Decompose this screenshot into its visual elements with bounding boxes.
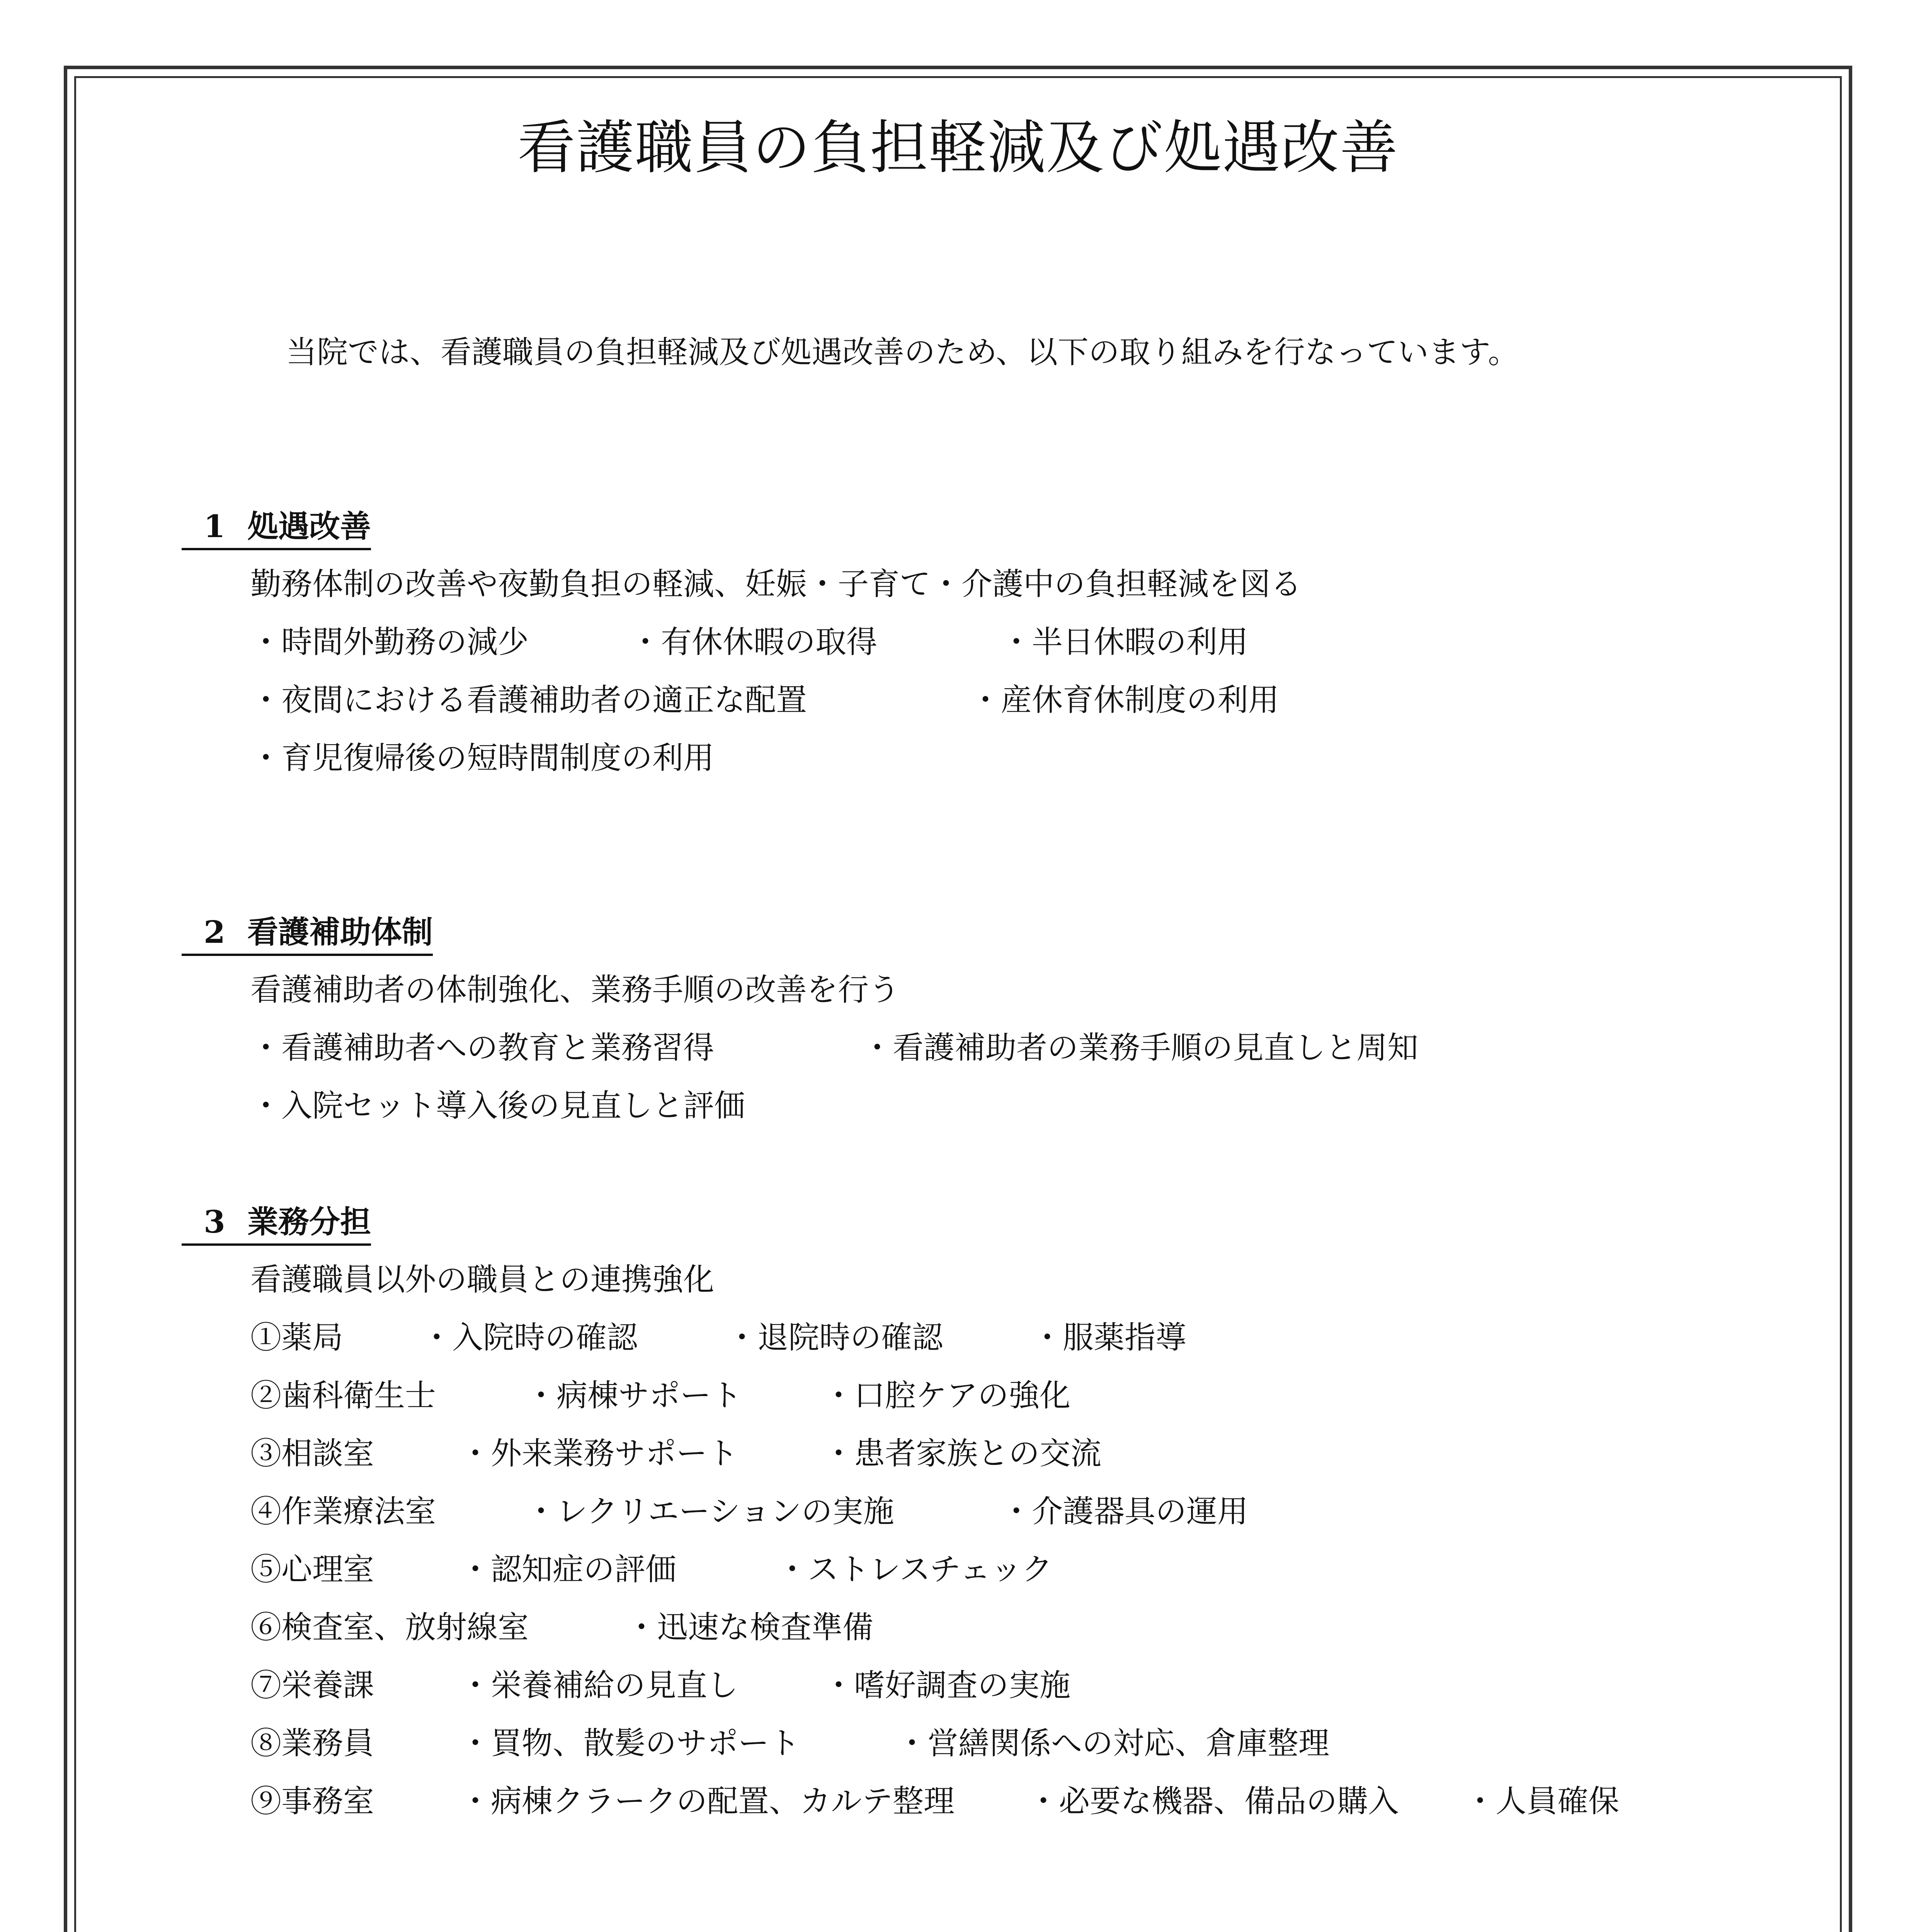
list-item: ・栄養補給の見直し <box>460 1667 738 1703</box>
table-row-label: ④作業療法室 <box>250 1493 436 1529</box>
list-item: ・入院セット導入後の見直しと評価 <box>250 1088 745 1124</box>
section-number: 3 <box>204 1204 225 1240</box>
section-title: 処遇改善 <box>247 508 371 544</box>
table-row-label: ⑨事務室 <box>250 1783 374 1819</box>
section-1-lead: 勤務体制の改善や夜勤負担の軽減、妊娠・子育て・介護中の負担軽減を図る <box>250 566 1302 602</box>
intro-text: 当院では、看護職員の負担軽減及び処遇改善のため、以下の取り組みを行なっています。 <box>286 334 1519 370</box>
section-number: 2 <box>204 914 225 950</box>
list-item: ・営繕関係への対応、倉庫整理 <box>897 1725 1329 1761</box>
list-item: ・買物、散髪のサポート <box>460 1725 800 1761</box>
list-item: ・産休育休制度の利用 <box>970 682 1279 718</box>
table-row-label: ⑦栄養課 <box>250 1667 374 1703</box>
list-item: ・認知症の評価 <box>460 1551 676 1587</box>
list-item: ・育児復帰後の短時間制度の利用 <box>250 740 714 776</box>
section-number: 1 <box>204 508 225 544</box>
list-item: ・看護補助者の業務手順の見直しと周知 <box>862 1030 1418 1066</box>
section-title: 業務分担 <box>247 1204 371 1240</box>
list-item: ・半日休暇の利用 <box>1001 624 1248 660</box>
list-item: ・看護補助者への教育と業務習得 <box>250 1030 714 1066</box>
list-item: ・夜間における看護補助者の適正な配置 <box>250 682 807 718</box>
list-item: ・迅速な検査準備 <box>626 1609 873 1645</box>
page-title: 看護職員の負担軽減及び処遇改善 <box>517 114 1399 182</box>
table-row-label: ③相談室 <box>250 1435 374 1471</box>
table-row-label: ⑤心理室 <box>250 1551 374 1587</box>
list-item: ・ストレスチェック <box>777 1551 1053 1587</box>
list-item: ・人員確保 <box>1465 1783 1619 1819</box>
section-3-lead: 看護職員以外の職員との連携強化 <box>250 1262 714 1298</box>
list-item: ・患者家族との交流 <box>823 1435 1101 1471</box>
section-2-heading <box>182 913 433 956</box>
list-item: ・入院時の確認 <box>421 1320 638 1355</box>
list-item: ・嗜好調査の実施 <box>823 1667 1070 1703</box>
list-item: ・有休休暇の取得 <box>630 624 877 660</box>
list-item: ・病棟クラークの配置、カルテ整理 <box>460 1783 955 1819</box>
list-item: ・口腔ケアの強化 <box>823 1378 1070 1413</box>
list-item: ・レクリエーションの実施 <box>526 1493 894 1529</box>
section-2-lead: 看護補助者の体制強化、業務手順の改善を行う <box>250 972 900 1008</box>
list-item: ・退院時の確認 <box>727 1320 943 1355</box>
table-row-label: ①薬局 <box>250 1320 343 1355</box>
list-item: ・必要な機器、備品の購入 <box>1028 1783 1399 1819</box>
list-item: ・介護器具の運用 <box>1001 1493 1248 1529</box>
list-item: ・病棟サポート <box>526 1378 742 1413</box>
section-title: 看護補助体制 <box>247 914 433 950</box>
section-3-heading <box>182 1202 371 1246</box>
list-item: ・服薬指導 <box>1032 1320 1186 1355</box>
section-1-heading <box>182 507 371 550</box>
list-item: ・外来業務サポート <box>460 1435 738 1471</box>
table-row-label: ⑧業務員 <box>250 1725 374 1761</box>
table-row-label: ②歯科衛生士 <box>250 1378 436 1413</box>
list-item: ・時間外勤務の減少 <box>250 624 529 660</box>
table-row-label: ⑥検査室、放射線室 <box>250 1609 529 1645</box>
